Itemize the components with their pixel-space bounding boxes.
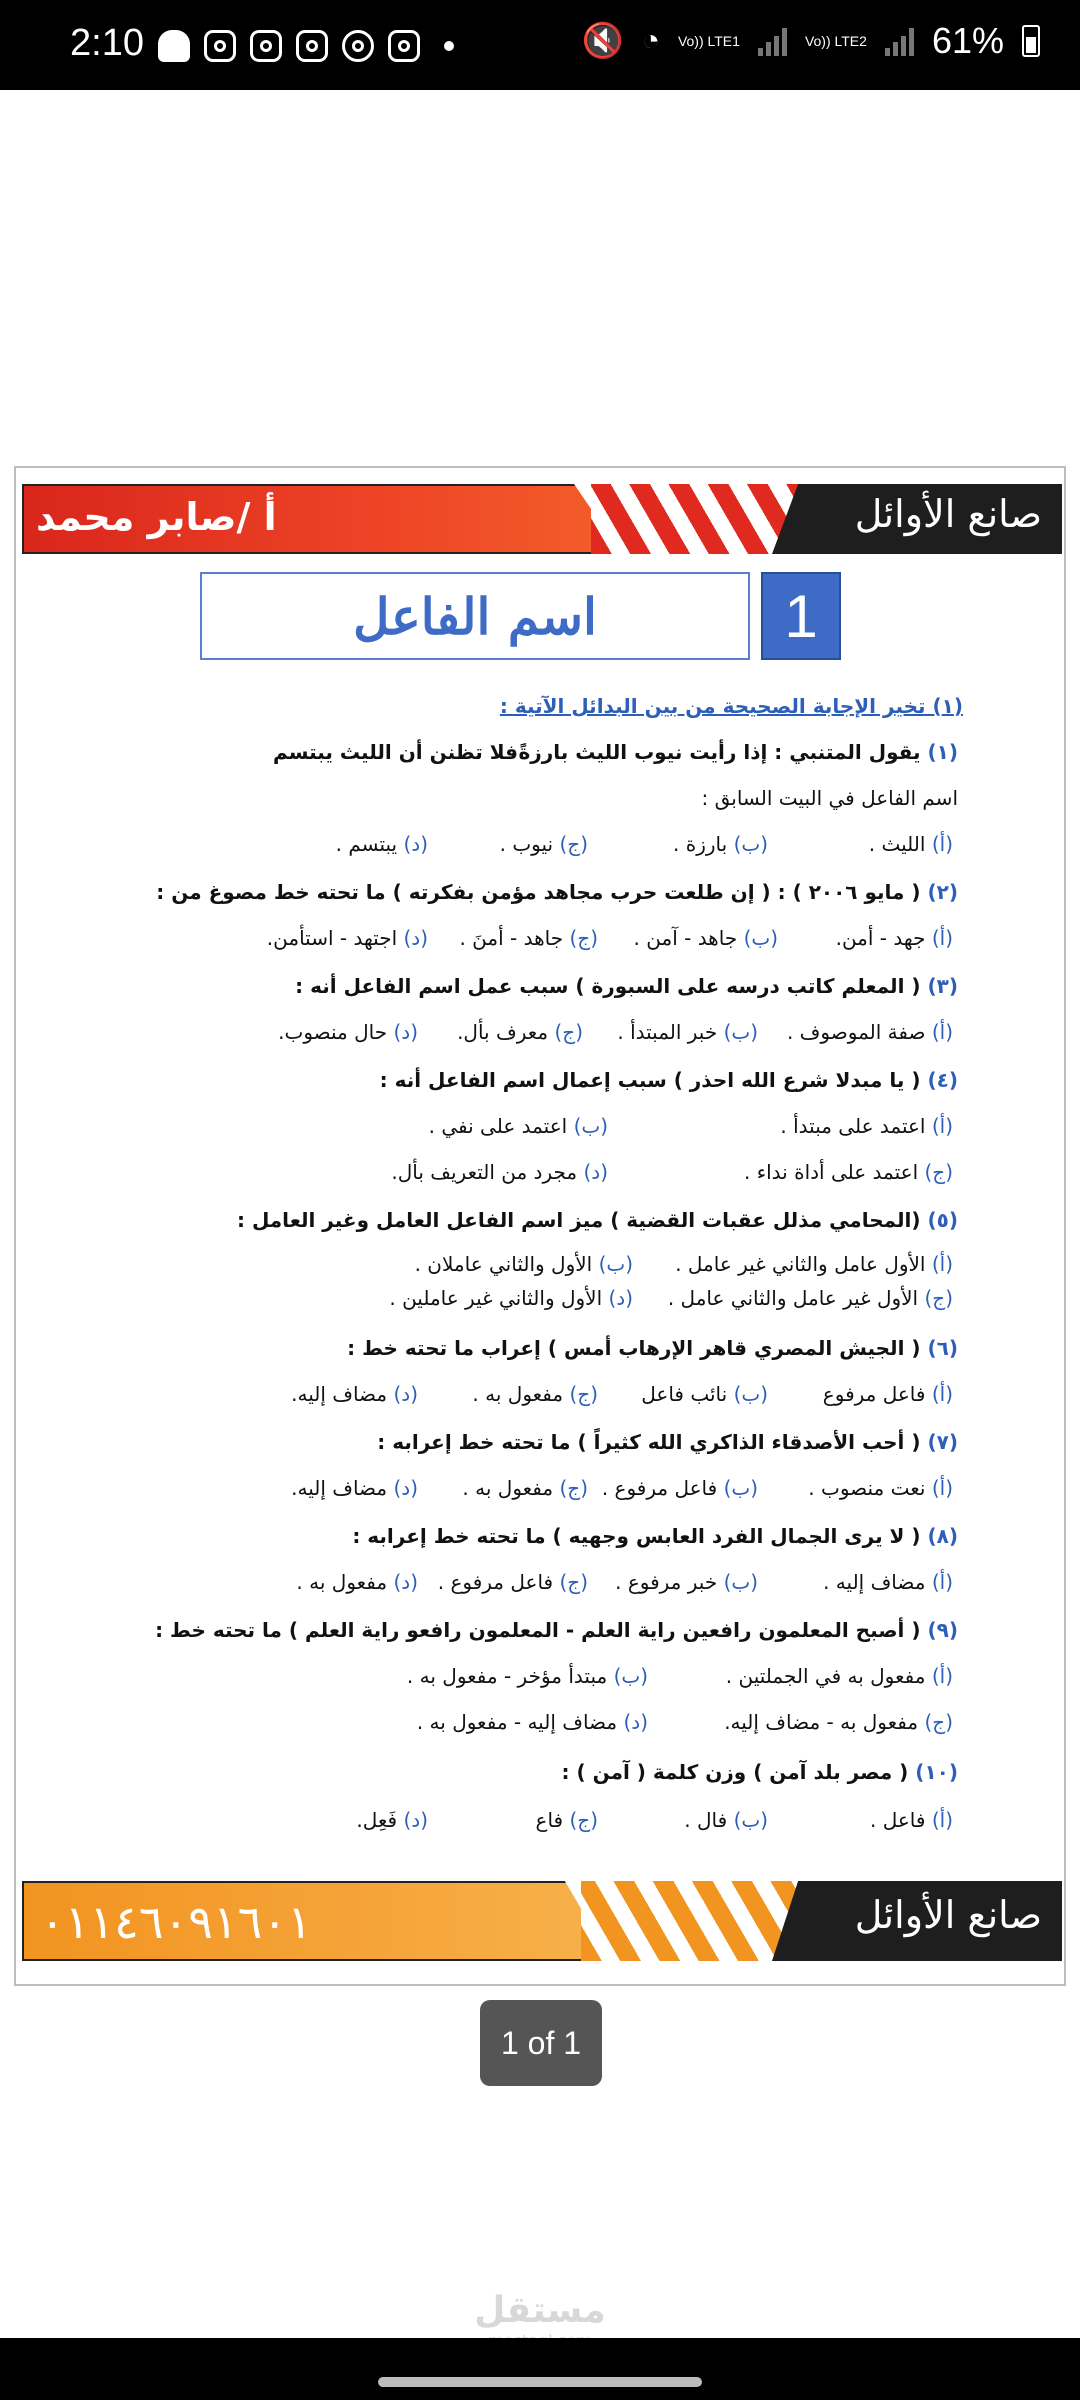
signal-icon xyxy=(885,26,914,56)
option-b: (ب) اعتمد على نفي . xyxy=(428,1114,608,1138)
question-10: (١٠) ( مصر بلد آمن ) وزن كلمة ( آمن ) : xyxy=(561,1760,958,1784)
status-bar xyxy=(0,0,1080,90)
footer-banner xyxy=(16,1881,1068,1961)
question-7: (٧) ( أحب الأصدقاء الذاكري الله كثيراً ) ما تحته خط إعرابه : xyxy=(377,1430,958,1454)
option-c: (ج) نيوب . xyxy=(499,832,588,856)
sim2-label: Vo)) LTE2 xyxy=(804,32,867,49)
exam-content xyxy=(16,468,1068,1968)
question-1-prompt: اسم الفاعل في البيت السابق : xyxy=(701,786,958,810)
option-b: (ب) فال . xyxy=(684,1808,768,1832)
question-3: (٣) ( المعلم كاتب درسه على السبورة ) سبب عمل اسم الفاعل أنه : xyxy=(295,974,958,998)
option-d: (د) فَعِل. xyxy=(356,1808,428,1832)
watermark-main: مستقل xyxy=(474,2290,606,2331)
option-b: (ب) مبتدأ مؤخر - مفعول به . xyxy=(406,1664,648,1688)
notification-icons xyxy=(158,30,454,62)
page-indicator: 1 of 1 xyxy=(480,2000,602,2086)
question-2: (٢) ( مايو ٢٠٠٦ ) : ( إن طلعت حرب مجاهد مؤمن بفكرته ) ما تحته خط مصوغ من : xyxy=(156,880,958,904)
whatsapp-icon xyxy=(342,30,374,62)
question-1: (١) يقول المتنبي : إذا رأيت نيوب الليث بارزةً xyxy=(518,740,958,764)
navigation-bar xyxy=(0,2338,1080,2400)
question-6: (٦) ( الجيش المصري قاهر الإرهاب أمس ) إعراب ما تحته خط : xyxy=(347,1336,958,1360)
option-a: (أ) فاعل مرفوع xyxy=(822,1382,953,1406)
option-a: (أ) الأول عامل والثاني غير عامل . xyxy=(675,1252,953,1276)
option-d: (د) مضاف إليه - مفعول به . xyxy=(416,1710,648,1734)
lesson-title: اسم الفاعل xyxy=(353,586,597,646)
option-a: (أ) جهد - أمن. xyxy=(835,926,953,950)
option-b: (ب) فاعل مرفوع . xyxy=(601,1476,758,1500)
option-c: (ج) مفعول به . xyxy=(472,1382,598,1406)
option-c: (ج) الأول غير عامل والثاني عامل . xyxy=(667,1286,953,1310)
instagram-icon xyxy=(204,30,236,62)
option-c: (ج) فاعل مرفوع . xyxy=(437,1570,588,1594)
instruction: (١) تخير الإجابة الصحيحة من بين البدائل الآتية : xyxy=(499,694,963,718)
question-8: (٨) ( لا يرى الجمال الفرد العابس وجهيه ) ما تحته خط إعرابه : xyxy=(352,1524,958,1548)
option-c: (ج) جاهد - أمنَ . xyxy=(459,926,598,950)
option-b: (ب) خبر المبتدأ . xyxy=(617,1020,758,1044)
option-d: (د) يبتسم . xyxy=(335,832,428,856)
question-1-second-half: فلا تظنن أن الليث يبتسم xyxy=(273,740,518,764)
option-a: (أ) نعت منصوب . xyxy=(808,1476,953,1500)
wifi-icon: ◔ xyxy=(641,24,660,57)
option-d: (د) مضاف إليه. xyxy=(291,1476,418,1500)
option-d: (د) مجرد من التعريف بأل. xyxy=(391,1160,608,1184)
mute-icon: 🔇 xyxy=(581,22,624,60)
home-gesture-handle[interactable] xyxy=(378,2377,702,2387)
option-b: (ب) الأول والثاني عاملان . xyxy=(414,1252,633,1276)
document-page[interactable] xyxy=(14,466,1066,1986)
option-c: (ج) فاع xyxy=(535,1808,598,1832)
option-a: (أ) الليث . xyxy=(868,832,953,856)
option-a: (أ) مضاف إليه . xyxy=(823,1570,953,1594)
instagram-icon xyxy=(296,30,328,62)
option-d: (د) الأول والثاني غير عاملين . xyxy=(389,1286,633,1310)
question-4: (٤) ( يا مبدلا شرع الله احذر ) سبب إعمال اسم الفاعل أنه : xyxy=(379,1068,958,1092)
question-9: (٩) ( أصبح المعلمون رافعين راية العلم - المعلمون رافعو راية العلم ) ما تحته خط : xyxy=(155,1618,958,1642)
more-dot-icon xyxy=(444,41,454,51)
sim1-label: Vo)) LTE1 xyxy=(677,32,740,49)
instagram-icon xyxy=(388,30,420,62)
snapchat-icon xyxy=(158,30,190,62)
option-c: (ج) مفعول به - مضاف إليه. xyxy=(724,1710,953,1734)
teacher-name: أ /صابر محمد xyxy=(36,495,277,539)
status-time: 2:10 xyxy=(70,22,144,64)
option-c: (ج) مفعول به . xyxy=(462,1476,588,1500)
system-indicators xyxy=(581,20,1040,62)
option-d: (د) مضاف إليه. xyxy=(291,1382,418,1406)
phone-number: ٠١١٤٦٠٩١٦٠١ xyxy=(40,1895,312,1949)
banner-stripes xyxy=(581,1881,801,1961)
option-b: (ب) خبر مرفوع . xyxy=(615,1570,758,1594)
option-d: (د) مفعول به . xyxy=(296,1570,418,1594)
instagram-icon xyxy=(250,30,282,62)
battery-icon xyxy=(1022,25,1040,57)
signal-icon xyxy=(758,26,787,56)
option-d: (د) حال منصوب. xyxy=(278,1020,418,1044)
brand-logo-text: صانع الأوائل xyxy=(854,1893,1042,1937)
battery-percent: 61% xyxy=(931,20,1004,61)
option-b: (ب) نائب فاعل xyxy=(641,1382,768,1406)
option-b: (ب) بارزة . xyxy=(673,832,768,856)
option-a: (أ) صفة الموصوف . xyxy=(786,1020,953,1044)
question-5: (٥) (المحامي مذلل عقبات القضية ) ميز اسم الفاعل العامل وغير العامل : xyxy=(236,1208,958,1232)
option-a: (أ) مفعول به في الجملتين . xyxy=(725,1664,953,1688)
option-a: (أ) اعتمد على مبتدأ . xyxy=(780,1114,953,1138)
option-c: (ج) اعتمد على أداة نداء . xyxy=(744,1160,953,1184)
lesson-number: 1 xyxy=(761,572,841,660)
brand-logo-text: صانع الأوائل xyxy=(854,492,1042,536)
option-b: (ب) جاهد - آمن . xyxy=(633,926,778,950)
option-c: (ج) معرف بأل. xyxy=(457,1020,583,1044)
option-d: (د) اجتهد - استأمن. xyxy=(266,926,428,950)
option-a: (أ) فاعل . xyxy=(870,1808,953,1832)
